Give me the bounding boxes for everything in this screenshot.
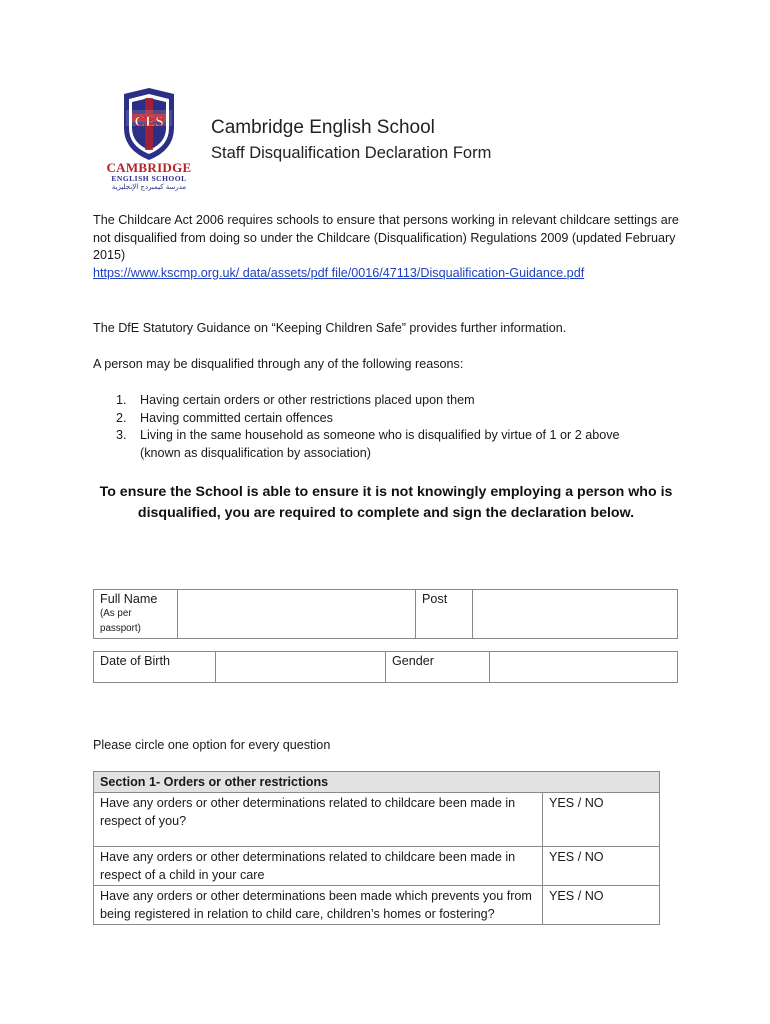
circle-instruction: Please circle one option for every question bbox=[93, 738, 331, 752]
list-item bbox=[116, 410, 676, 428]
intro-text: The Childcare Act 2006 requires schools to ensure that persons working in relevant childcare settings are not disqualified from doing so under the Childcare (Disqualification) Regulations 2009 (updated February 2015) bbox=[93, 213, 679, 262]
section1-table bbox=[93, 771, 660, 925]
dob-label: Date of Birth bbox=[94, 652, 216, 683]
question-text: Have any orders or other determinations been made which prevents you from being registered in relation to child care, children’s homes or fostering? bbox=[94, 886, 543, 925]
post-field[interactable] bbox=[473, 590, 678, 639]
full-name-sublabel: (As per passport) bbox=[100, 608, 141, 634]
reasons-list bbox=[116, 392, 676, 462]
list-item-text: Having committed certain offences bbox=[140, 410, 333, 425]
form-title: Staff Disqualification Declaration Form bbox=[211, 144, 492, 162]
full-name-label-cell bbox=[94, 590, 178, 639]
gender-label: Gender bbox=[386, 652, 490, 683]
intro-paragraph bbox=[93, 212, 693, 282]
list-number: 1. bbox=[116, 393, 127, 407]
svg-text:CES: CES bbox=[134, 114, 164, 130]
gender-field[interactable] bbox=[490, 652, 678, 683]
dob-field[interactable] bbox=[216, 652, 386, 683]
logo-arabic-name: مدرسة كيمبردج الإنجليزية bbox=[111, 183, 187, 191]
logo-subtitle: ENGLISH SCHOOL bbox=[111, 174, 187, 183]
yes-no-option[interactable]: YES / NO bbox=[543, 847, 660, 886]
post-label: Post bbox=[416, 590, 473, 639]
full-name-label: Full Name bbox=[100, 592, 158, 606]
yes-no-option[interactable]: YES / NO bbox=[543, 886, 660, 925]
section1-heading: Section 1- Orders or other restrictions bbox=[94, 772, 660, 793]
list-item bbox=[116, 427, 676, 462]
list-item-text: Living in the same household as someone who is disqualified by virtue of 1 or 2 above (known as disqualification by association) bbox=[140, 428, 620, 460]
list-item bbox=[116, 392, 676, 410]
declaration-notice: To ensure the School is able to ensure it is not knowingly employing a person who is disqualified, you are required to complete and sign the declaration below. bbox=[99, 484, 673, 521]
dfe-guidance-text: The DfE Statutory Guidance on “Keeping Children Safe” provides further information. bbox=[93, 321, 567, 335]
reasons-intro: A person may be disqualified through any of the following reasons: bbox=[93, 357, 464, 371]
logo-name: CAMBRIDGE bbox=[106, 160, 192, 175]
list-number: 2. bbox=[116, 410, 127, 425]
list-number: 3. bbox=[116, 428, 127, 442]
question-text: Have any orders or other determinations related to childcare been made in respect of you? bbox=[94, 793, 543, 847]
school-name: Cambridge English School bbox=[211, 117, 435, 138]
list-item-text: Having certain orders or other restrictions placed upon them bbox=[140, 393, 475, 407]
question-text: Have any orders or other determinations related to childcare been made in respect of a child in your care bbox=[94, 847, 543, 886]
crest-initials bbox=[118, 88, 180, 160]
yes-no-option[interactable]: YES / NO bbox=[543, 793, 660, 847]
name-post-table bbox=[93, 589, 678, 639]
school-logo bbox=[104, 88, 194, 192]
full-name-field[interactable] bbox=[178, 590, 416, 639]
dob-gender-table bbox=[93, 651, 678, 683]
guidance-link[interactable]: https://www.kscmp.org.uk/ data/assets/pdf file/0016/47113/Disqualification-Guidance.pdf bbox=[93, 265, 585, 280]
